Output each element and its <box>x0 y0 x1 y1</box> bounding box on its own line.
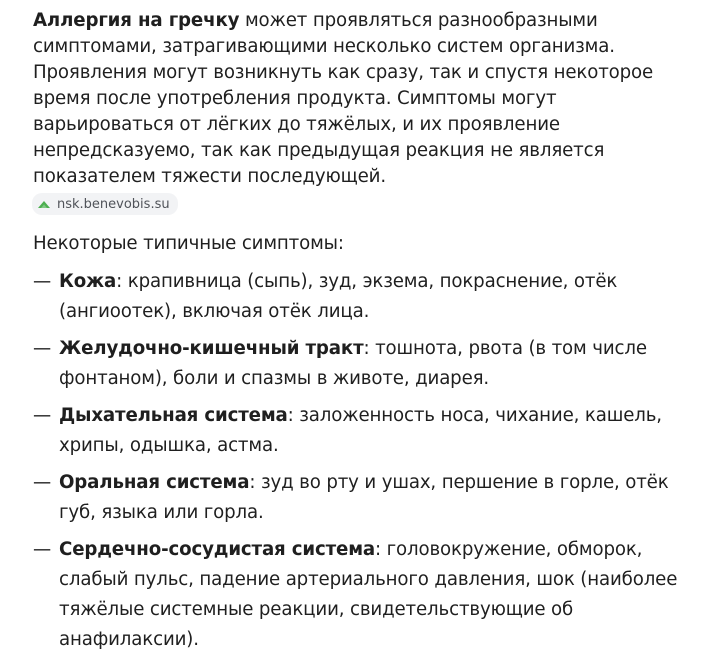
source-label: nsk.benevobis.su <box>57 196 170 212</box>
symptom-title: Оральная система <box>59 472 250 493</box>
symptom-text: : тошнота, рвота (в том числе фонтаном), боли и спазмы в животе, диарея. <box>59 338 647 389</box>
list-item <box>33 535 692 655</box>
intro-paragraph <box>33 8 692 190</box>
house-favicon-icon <box>37 199 51 209</box>
symptom-text: : зуд во рту и ушах, першение в горле, отёк губ, языка или горла. <box>59 472 669 523</box>
symptom-title: Кожа <box>59 271 117 292</box>
dash-marker: — <box>33 338 52 359</box>
symptom-title: Желудочно-кишечный тракт <box>59 338 364 359</box>
symptom-title: Сердечно-сосудистая система <box>59 539 376 560</box>
symptom-title: Дыхательная система <box>59 405 288 426</box>
list-item <box>33 468 692 528</box>
dash-marker: — <box>33 539 52 560</box>
symptoms-list <box>33 267 692 655</box>
dash-marker: — <box>33 405 52 426</box>
list-item <box>33 334 692 394</box>
symptom-text: : заложенность носа, чихание, кашель, хрипы, одышка, астма. <box>59 405 662 456</box>
symptoms-heading: Некоторые типичные симптомы: <box>33 233 344 254</box>
list-item <box>33 267 692 327</box>
symptom-text: : головокружение, обморок, слабый пульс, падение артериального давления, шок (наиболее тяжёлые системные реакции, свидетельствующие об анафилаксии). <box>59 539 678 650</box>
intro-text: может проявляться разнообразными симптомами, затрагивающими несколько систем организма. Проявления могут возникнуть как сразу, так и спустя некоторое время после употребления продукта. Симптомы могут варьироваться от лёгких до тяжёлых, и их проявление непредсказуемо, так как предыдущая реакция не является показателем тяжести последующей. <box>33 10 654 187</box>
intro-bold-term: Аллергия на гречку <box>33 10 240 31</box>
source-link[interactable] <box>32 193 178 215</box>
symptom-text: : крапивница (сыпь), зуд, экзема, покраснение, отёк (ангиоотек), включая отёк лица. <box>59 271 618 322</box>
list-item <box>33 401 692 461</box>
dash-marker: — <box>33 271 52 292</box>
dash-marker: — <box>33 472 52 493</box>
